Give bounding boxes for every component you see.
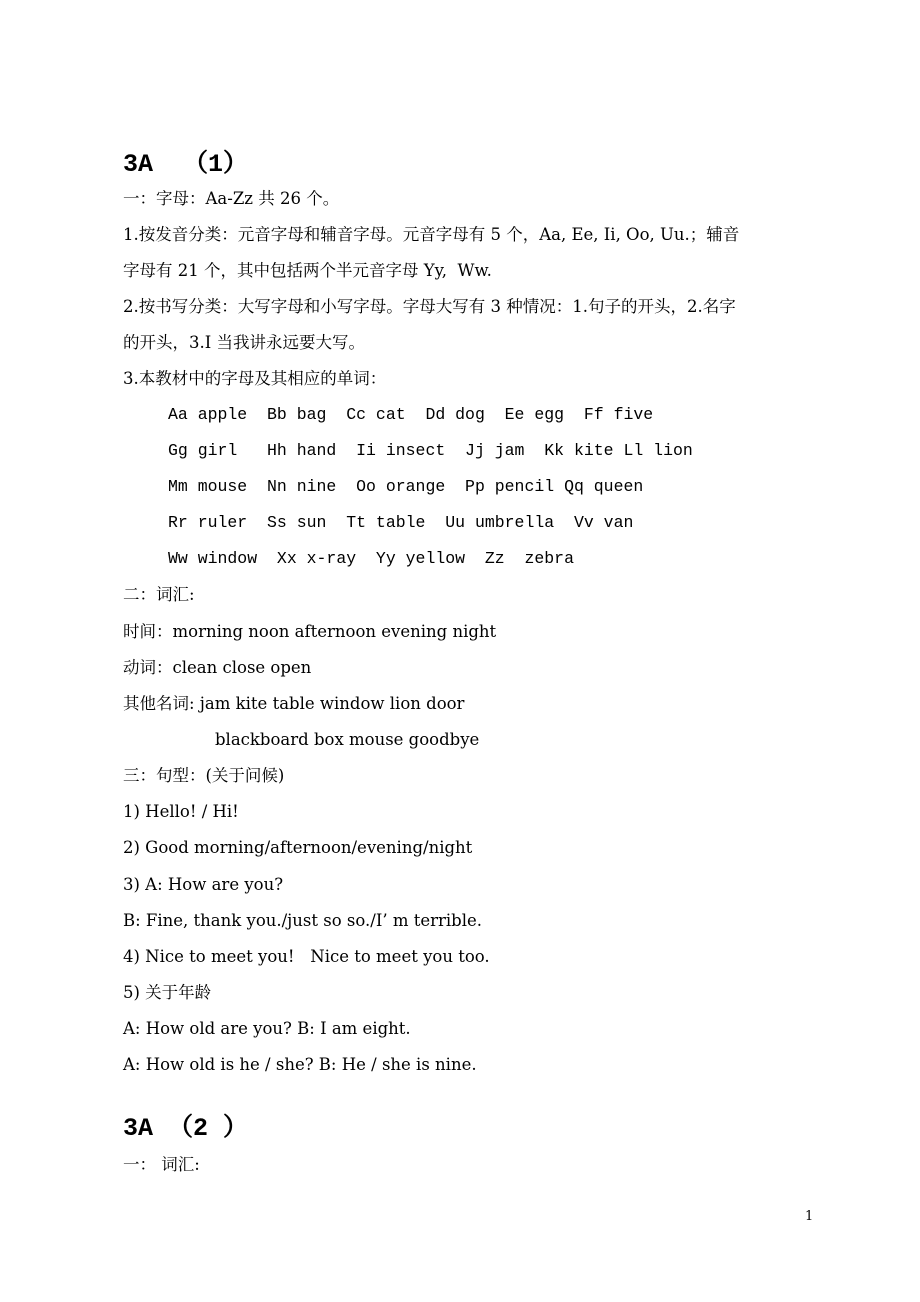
letters-title: 一：字母：Aa-Zz 共 26 个。 <box>123 189 340 208</box>
alphabet-row: Gg girl Hh hand Ii insect Jj jam Kk kite Ll lion <box>168 441 693 460</box>
sentence-line: 3) A: How are you? <box>123 875 284 894</box>
sentence-line: 2) Good morning/afternoon/evening/night <box>123 838 473 857</box>
item2-line1: 2.按书写分类：大写字母和小写字母。字母大写有 3 种情况：1.句子的开头，2.名字 <box>123 297 736 316</box>
sentence-line: 1) Hello! / Hi! <box>123 802 239 821</box>
vocab-nouns-line1: 其他名词: jam kite table window lion door <box>123 694 465 713</box>
item2-line2: 的开头，3.I 当我讲永远要大写。 <box>123 333 366 352</box>
sentence-line: A: How old is he / she? B: He / she is nine. <box>123 1055 477 1074</box>
item3-title: 3.本教材中的字母及其相应的单词： <box>123 369 387 388</box>
vocab-nouns-line2: blackboard box mouse goodbye <box>215 730 480 749</box>
sentence-line: 4) Nice to meet you! Nice to meet you too. <box>123 947 490 966</box>
alphabet-row: Aa apple Bb bag Cc cat Dd dog Ee egg Ff five <box>168 405 654 424</box>
vocab-title: 二：词汇: <box>123 585 195 604</box>
sentence-line: 5) 关于年龄 <box>123 983 212 1002</box>
sentence-title: 三：句型：(关于问候) <box>123 766 285 785</box>
vocab-time: 时间：morning noon afternoon evening night <box>123 622 497 641</box>
sentence-line: A: How old are you? B: I am eight. <box>123 1019 411 1038</box>
page-number: 1 <box>805 1209 814 1224</box>
alphabet-row: Ww window Xx x-ray Yy yellow Zz zebra <box>168 549 574 568</box>
alphabet-row: Mm mouse Nn nine Oo orange Pp pencil Qq queen <box>168 477 644 496</box>
section2-vocab-title: 一： 词汇: <box>123 1155 200 1174</box>
sentence-line: B: Fine, thank you./just so so./I’ m terrible. <box>123 911 483 930</box>
item1-line1: 1.按发音分类：元音字母和辅音字母。元音字母有 5 个，Aa, Ee, Ii, Oo, Uu.；辅音 <box>123 225 740 244</box>
alphabet-row: Rr ruler Ss sun Tt table Uu umbrella Vv van <box>168 513 634 532</box>
item1-line2: 字母有 21 个，其中包括两个半元音字母 Yy, Ww. <box>123 261 492 280</box>
vocab-verbs: 动词：clean close open <box>123 658 312 677</box>
section-heading-3a-1: 3A （1） <box>123 150 249 179</box>
section-heading-3a-2: 3A （2 ） <box>123 1114 249 1143</box>
